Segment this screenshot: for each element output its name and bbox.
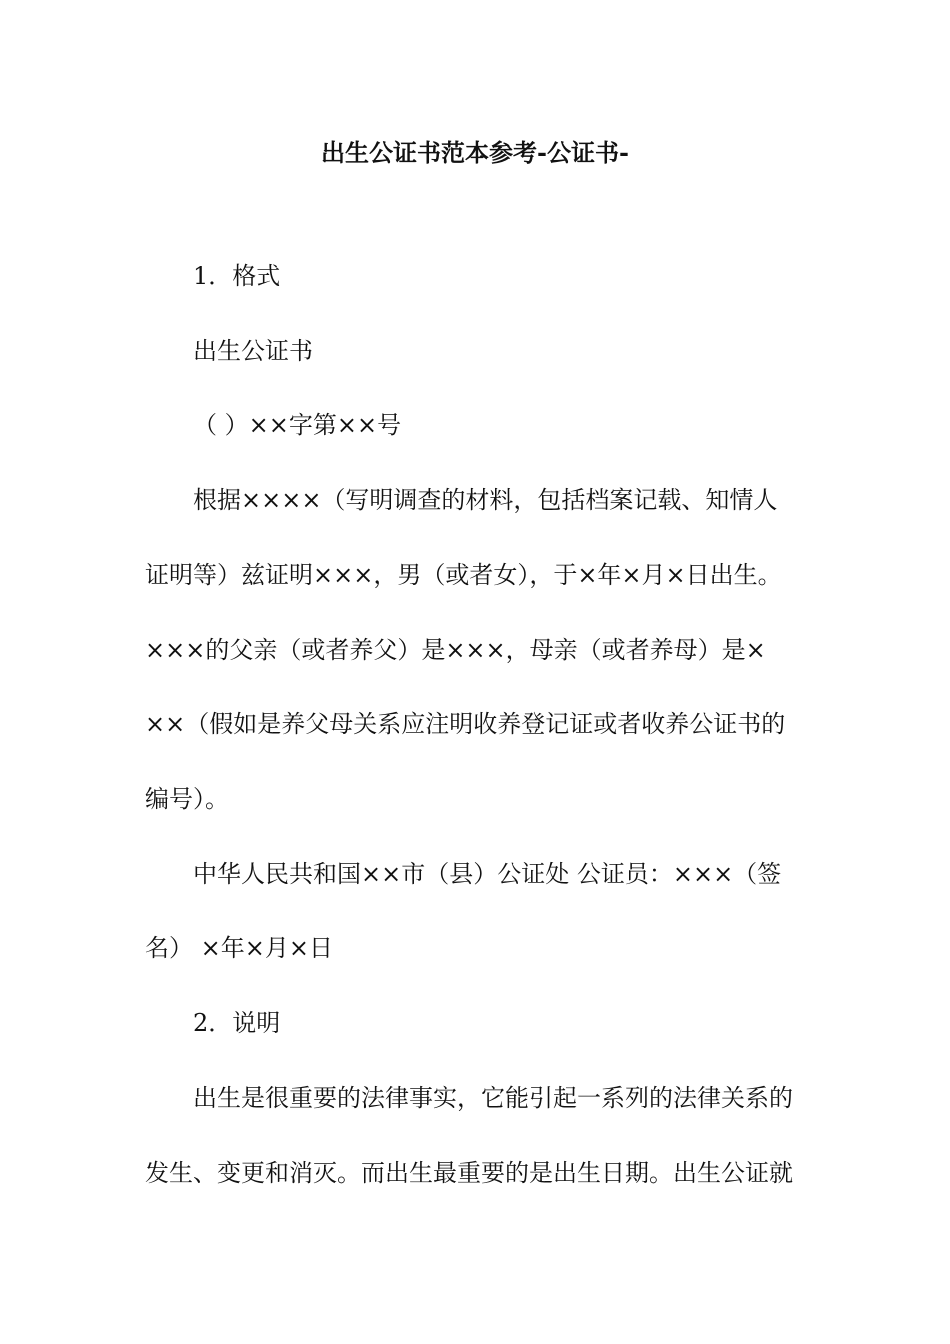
section-heading-format: 1．格式 [193,262,281,290]
signature-date-line: 名） ×年×月×日 [145,934,333,962]
body-text-line: 出生是很重要的法律事实，它能引起一系列的法律关系的 [193,1084,793,1112]
body-text-line: 编号）。 [145,785,229,813]
section-heading-explanation: 2．说明 [193,1009,281,1037]
body-text-line: 发生、变更和消灭。而出生最重要的是出生日期。出生公证就 [145,1159,793,1187]
body-text-line: ××（假如是养父母关系应注明收养登记证或者收养公证书的 [145,710,786,738]
body-text-line: 证明等）兹证明×××，男（或者女），于×年×月×日出生。 [145,561,782,589]
signature-line: 中华人民共和国××市（县）公证处 公证员：×××（签 [193,860,782,888]
certificate-number: （ ）××字第××号 [193,411,402,439]
body-text-line: 根据××××（写明调查的材料，包括档案记载、知情人 [193,486,778,514]
body-text-line: ×××的父亲（或者养父）是×××，母亲（或者养母）是× [145,636,766,664]
certificate-name: 出生公证书 [193,337,313,365]
document-title: 出生公证书范本参考-公证书- [321,138,629,167]
